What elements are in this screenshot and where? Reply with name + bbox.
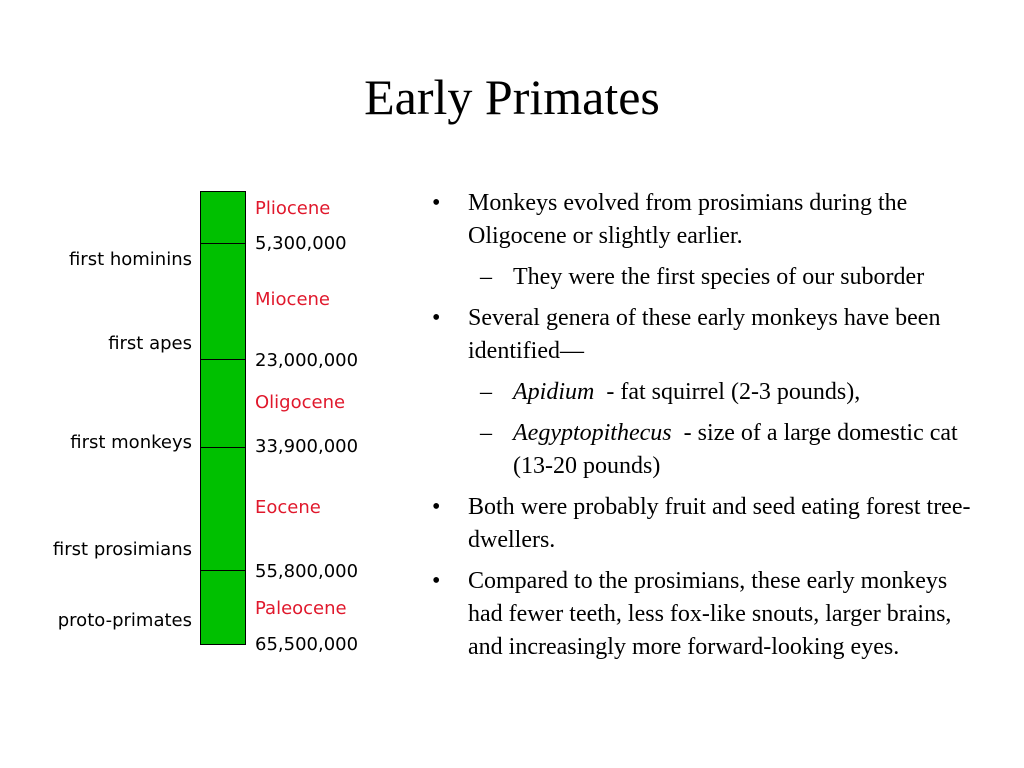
slide-title: Early Primates <box>364 69 660 125</box>
sub-bullet-item <box>424 261 984 294</box>
bullet-text: Compared to the prosimians, these early monkeys had fewer teeth, less fox-like snouts, larger brains, and increasingly more forward-looking eyes. <box>468 568 952 660</box>
bullet-item <box>424 187 984 253</box>
dash-mark: – <box>480 264 492 290</box>
genus-name-apidium: Apidium <box>513 379 595 405</box>
bullet-mark: • <box>432 305 441 331</box>
date-paleocene: 65,500,000 <box>255 634 359 655</box>
event-first-hominins: first hominins <box>68 249 192 270</box>
date-oligocene: 33,900,000 <box>255 436 359 457</box>
date-miocene: 23,000,000 <box>255 350 359 371</box>
sub-bullet-text: They were the first species of our suborder <box>513 264 925 290</box>
bullet-item <box>424 491 984 557</box>
sub-bullet-text: - fat squirrel (2-3 pounds), <box>594 379 861 405</box>
dash-mark: – <box>480 379 492 405</box>
date-eocene: 55,800,000 <box>255 561 359 582</box>
epoch-oligocene: Oligocene <box>255 392 346 413</box>
bar-segment-miocene <box>200 243 246 360</box>
bullet-item <box>424 302 984 368</box>
bullet-list <box>424 187 984 672</box>
bullet-text: Monkeys evolved from prosimians during the Oligocene or slightly earlier. <box>468 190 908 249</box>
event-first-prosimians: first prosimians <box>52 539 192 560</box>
epoch-pliocene: Pliocene <box>255 198 331 219</box>
epoch-miocene: Miocene <box>255 289 330 310</box>
genus-name-aegyptopithecus: Aegyptopithecus <box>513 420 672 446</box>
bullet-text: Both were probably fruit and seed eating forest tree-dwellers. <box>468 494 971 553</box>
sub-bullet-item <box>424 376 984 409</box>
event-first-monkeys: first monkeys <box>70 432 192 453</box>
bar-segment-eocene <box>200 447 246 571</box>
dash-mark: – <box>480 420 492 446</box>
bullet-mark: • <box>432 190 441 216</box>
bullet-item <box>424 565 984 664</box>
bar-segment-paleocene <box>200 570 246 645</box>
epoch-paleocene: Paleocene <box>255 598 347 619</box>
bar-segment-pliocene <box>200 191 246 244</box>
date-pliocene: 5,300,000 <box>255 233 347 254</box>
sub-bullet-item <box>424 417 984 483</box>
bullet-mark: • <box>432 568 441 594</box>
event-proto-primates: proto-primates <box>57 610 192 631</box>
epoch-eocene: Eocene <box>255 497 321 518</box>
sub-bullet-text: - size of a large domestic cat (13-20 pounds) <box>513 420 964 479</box>
event-first-apes: first apes <box>108 333 192 354</box>
bullet-text: Several genera of these early monkeys have been identified— <box>468 305 941 364</box>
bar-segment-oligocene <box>200 359 246 448</box>
bullet-mark: • <box>432 494 441 520</box>
